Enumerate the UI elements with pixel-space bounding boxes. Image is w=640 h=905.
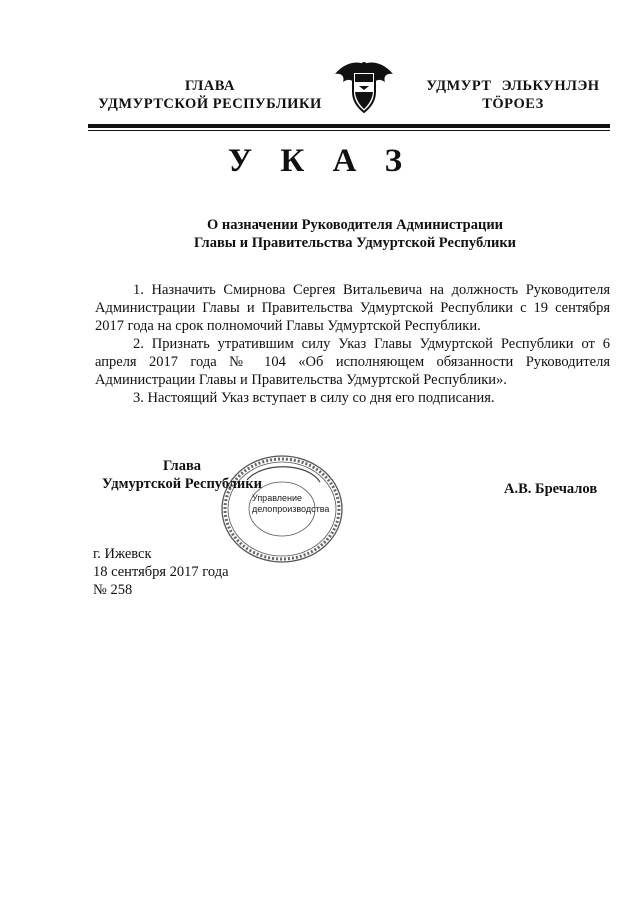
signature-line1: Глава (162, 458, 202, 474)
stamp-text (252, 493, 332, 515)
signature-line2: Удмуртской Республики (102, 476, 262, 492)
footer-city: г. Ижевск (93, 546, 152, 562)
document-title: У К А З (227, 143, 413, 179)
header-left-line2: УДМУРТСКОЙ РЕСПУБЛИКИ (98, 96, 322, 112)
header-rule-thick (88, 124, 610, 128)
header-rule-thin (88, 130, 610, 131)
document-body (95, 281, 610, 407)
footer-number: № 258 (93, 582, 133, 598)
signatory-name: А.В. Бречалов (504, 481, 598, 497)
subject-line1: О назначении Руководителя Администрации (206, 217, 504, 233)
coat-of-arms-icon (329, 56, 399, 116)
stamp-line1: Управление (252, 493, 303, 503)
header-left (90, 77, 330, 113)
subject-line2: Главы и Правительства Удмуртской Республики (193, 235, 517, 251)
signature-title (92, 457, 272, 493)
header-right-line1: УДМУРТ ЭЛЬКУНЛЭН (426, 78, 600, 94)
paragraph-1: 1. Назначить Смирнова Сергея Витальевича на должность Руководителя Администрации Главы и Правительства Удмуртской Республики с 19 сентября 2017 года на срок полномочий Главы Удмуртской Республики. (95, 282, 610, 334)
paragraph-3: 3. Настоящий Указ вступает в силу со дня его подписания. (133, 390, 495, 406)
header-left-line1: ГЛАВА (184, 78, 236, 94)
document-subject (120, 216, 590, 252)
header-right-line2: ТӦРОЕЗ (482, 96, 544, 112)
header-right (418, 77, 608, 113)
footer-date: 18 сентября 2017 года (93, 564, 229, 580)
document-footer (93, 545, 229, 599)
stamp-line2: делопроизводства (252, 504, 330, 514)
paragraph-2: 2. Признать утратившим силу Указ Главы Удмуртской Республики от 6 апреля 2017 года № 104 «Об исполняющем обязанности Руководителя Администрации Главы и Правительства Удмуртской Республики». (95, 336, 610, 388)
